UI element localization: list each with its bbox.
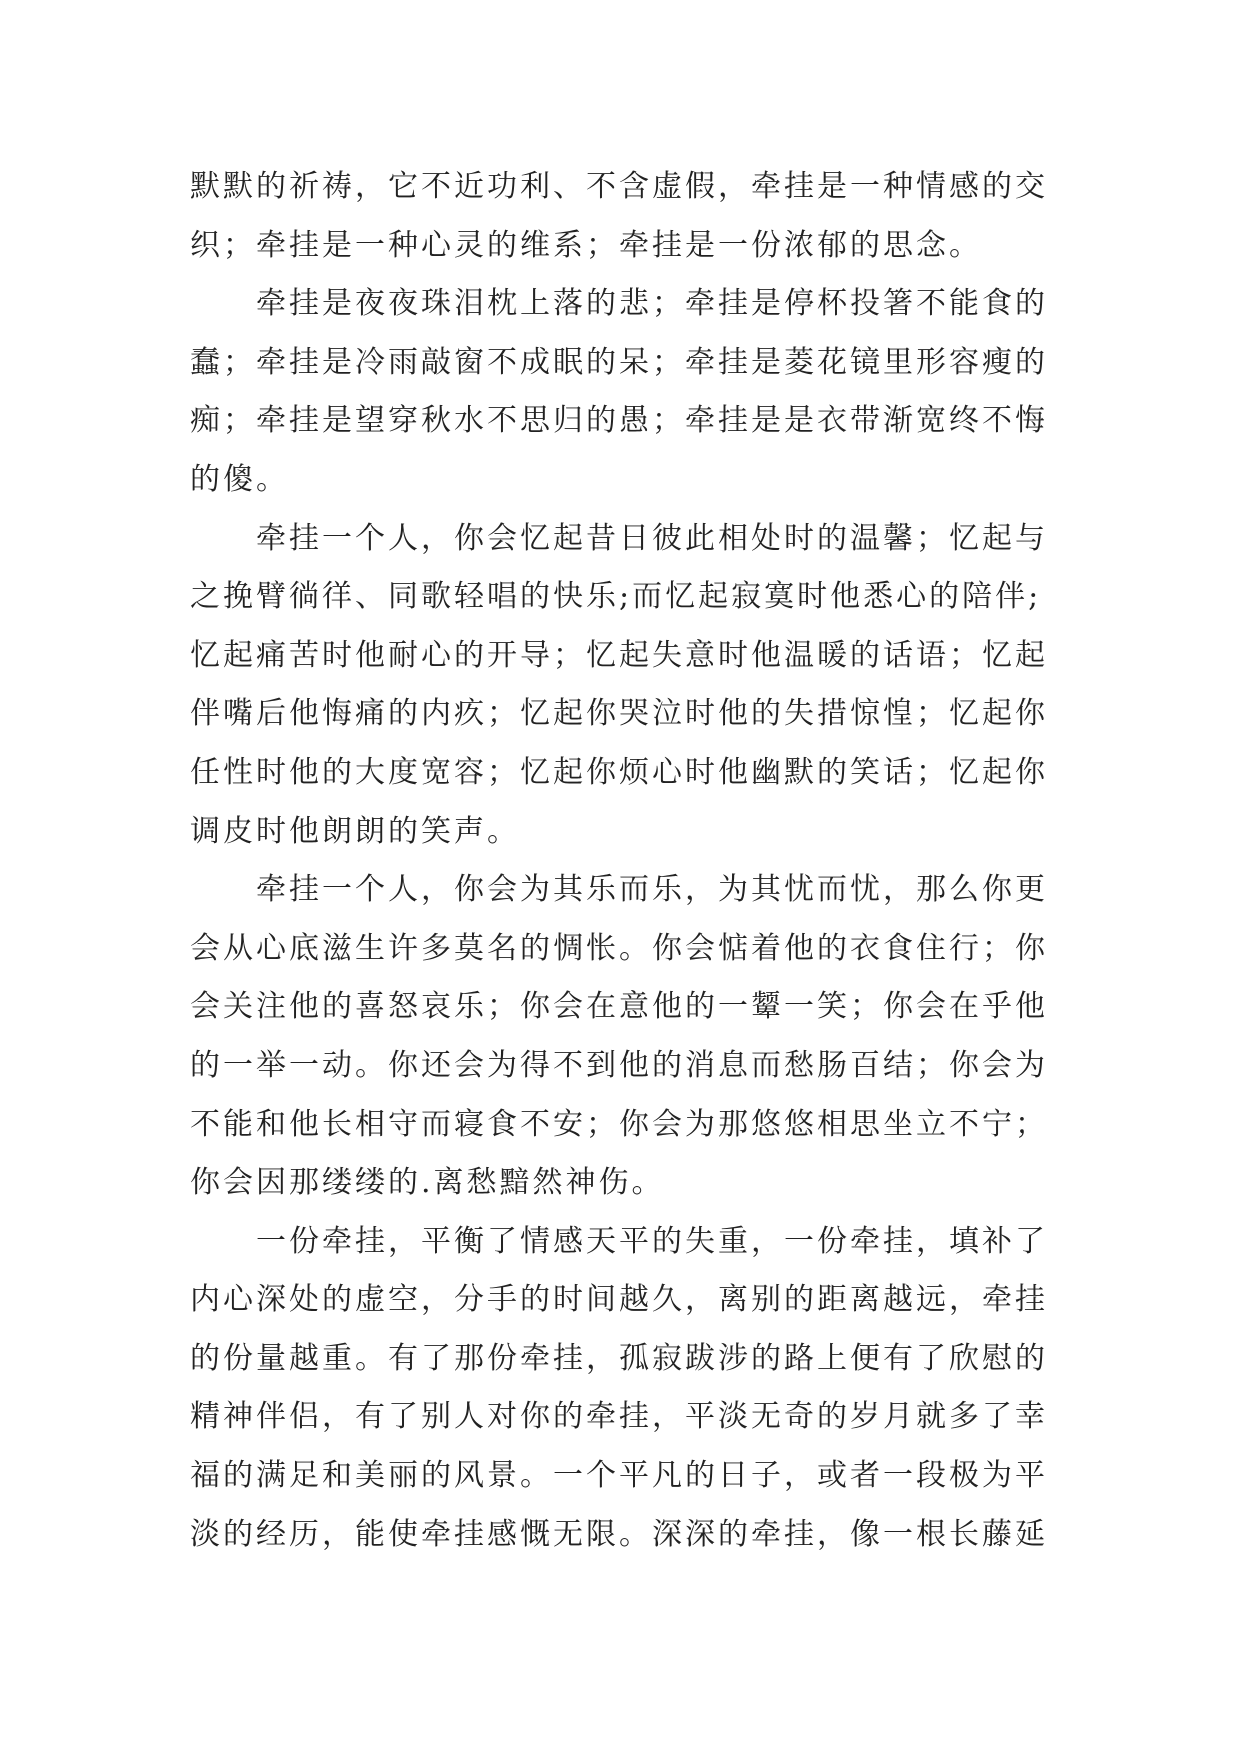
text-line: 忆起痛苦时他耐心的开导；忆起失意时他温暖的话语；忆起 <box>190 637 1048 673</box>
text-line: 精神伴侣，有了别人对你的牵挂，平淡无奇的岁月就多了幸 <box>190 1399 1048 1435</box>
paragraph-first-line: 牵挂一个人，你会为其乐而乐，为其忧而忧，那么你更 <box>256 872 1048 908</box>
text-line: 的份量越重。有了那份牵挂，孤寂跋涉的路上便有了欣慰的 <box>190 1340 1048 1376</box>
text-line: 的傻。 <box>190 461 289 497</box>
text-line: 织；牵挂是一种心灵的维系；牵挂是一份浓郁的思念。 <box>190 227 982 263</box>
text-line: 蠢；牵挂是冷雨敲窗不成眠的呆；牵挂是菱花镜里形容瘦的 <box>190 344 1048 380</box>
text-line: 之挽臂徜徉、同歌轻唱的快乐;而忆起寂寞时他悉心的陪伴; <box>190 579 1042 615</box>
paragraph-first-line: 牵挂一个人，你会忆起昔日彼此相处时的温馨；忆起与 <box>256 520 1048 556</box>
paragraph-first-line: 一份牵挂，平衡了情感天平的失重，一份牵挂，填补了 <box>256 1223 1048 1259</box>
text-line: 伴嘴后他悔痛的内疚；忆起你哭泣时他的失措惊惶；忆起你 <box>190 696 1048 732</box>
paragraph-first-line: 牵挂是夜夜珠泪枕上落的悲；牵挂是停杯投箸不能食的 <box>256 286 1048 322</box>
text-line: 痴；牵挂是望穿秋水不思归的愚；牵挂是是衣带渐宽终不悔 <box>190 403 1048 439</box>
text-line: 默默的祈祷，它不近功利、不含虚假，牵挂是一种情感的交 <box>190 169 1048 204</box>
text-line: 的一举一动。你还会为得不到他的消息而愁肠百结；你会为 <box>190 1047 1048 1083</box>
text-line: 任性时他的大度宽容；忆起你烦心时他幽默的笑话；忆起你 <box>190 754 1048 790</box>
text-line: 不能和他长相守而寝食不安；你会为那悠悠相思坐立不宁； <box>190 1106 1048 1142</box>
text-line: 淡的经历，能使牵挂感慨无限。深深的牵挂，像一根长藤延 <box>190 1516 1048 1552</box>
text-line: 会从心底滋生许多莫名的惆怅。你会惦着他的衣食住行；你 <box>190 930 1048 966</box>
text-line: 调皮时他朗朗的笑声。 <box>190 813 520 849</box>
body-text <box>190 158 1050 1564</box>
text-line: 福的满足和美丽的风景。一个平凡的日子，或者一段极为平 <box>190 1458 1048 1494</box>
text-line: 内心深处的虚空，分手的时间越久，离别的距离越远，牵挂 <box>190 1282 1048 1318</box>
text-line: 你会因那缕缕的.离愁黯然神伤。 <box>190 1165 665 1201</box>
text-line: 会关注他的喜怒哀乐；你会在意他的一颦一笑；你会在乎他 <box>190 989 1048 1025</box>
